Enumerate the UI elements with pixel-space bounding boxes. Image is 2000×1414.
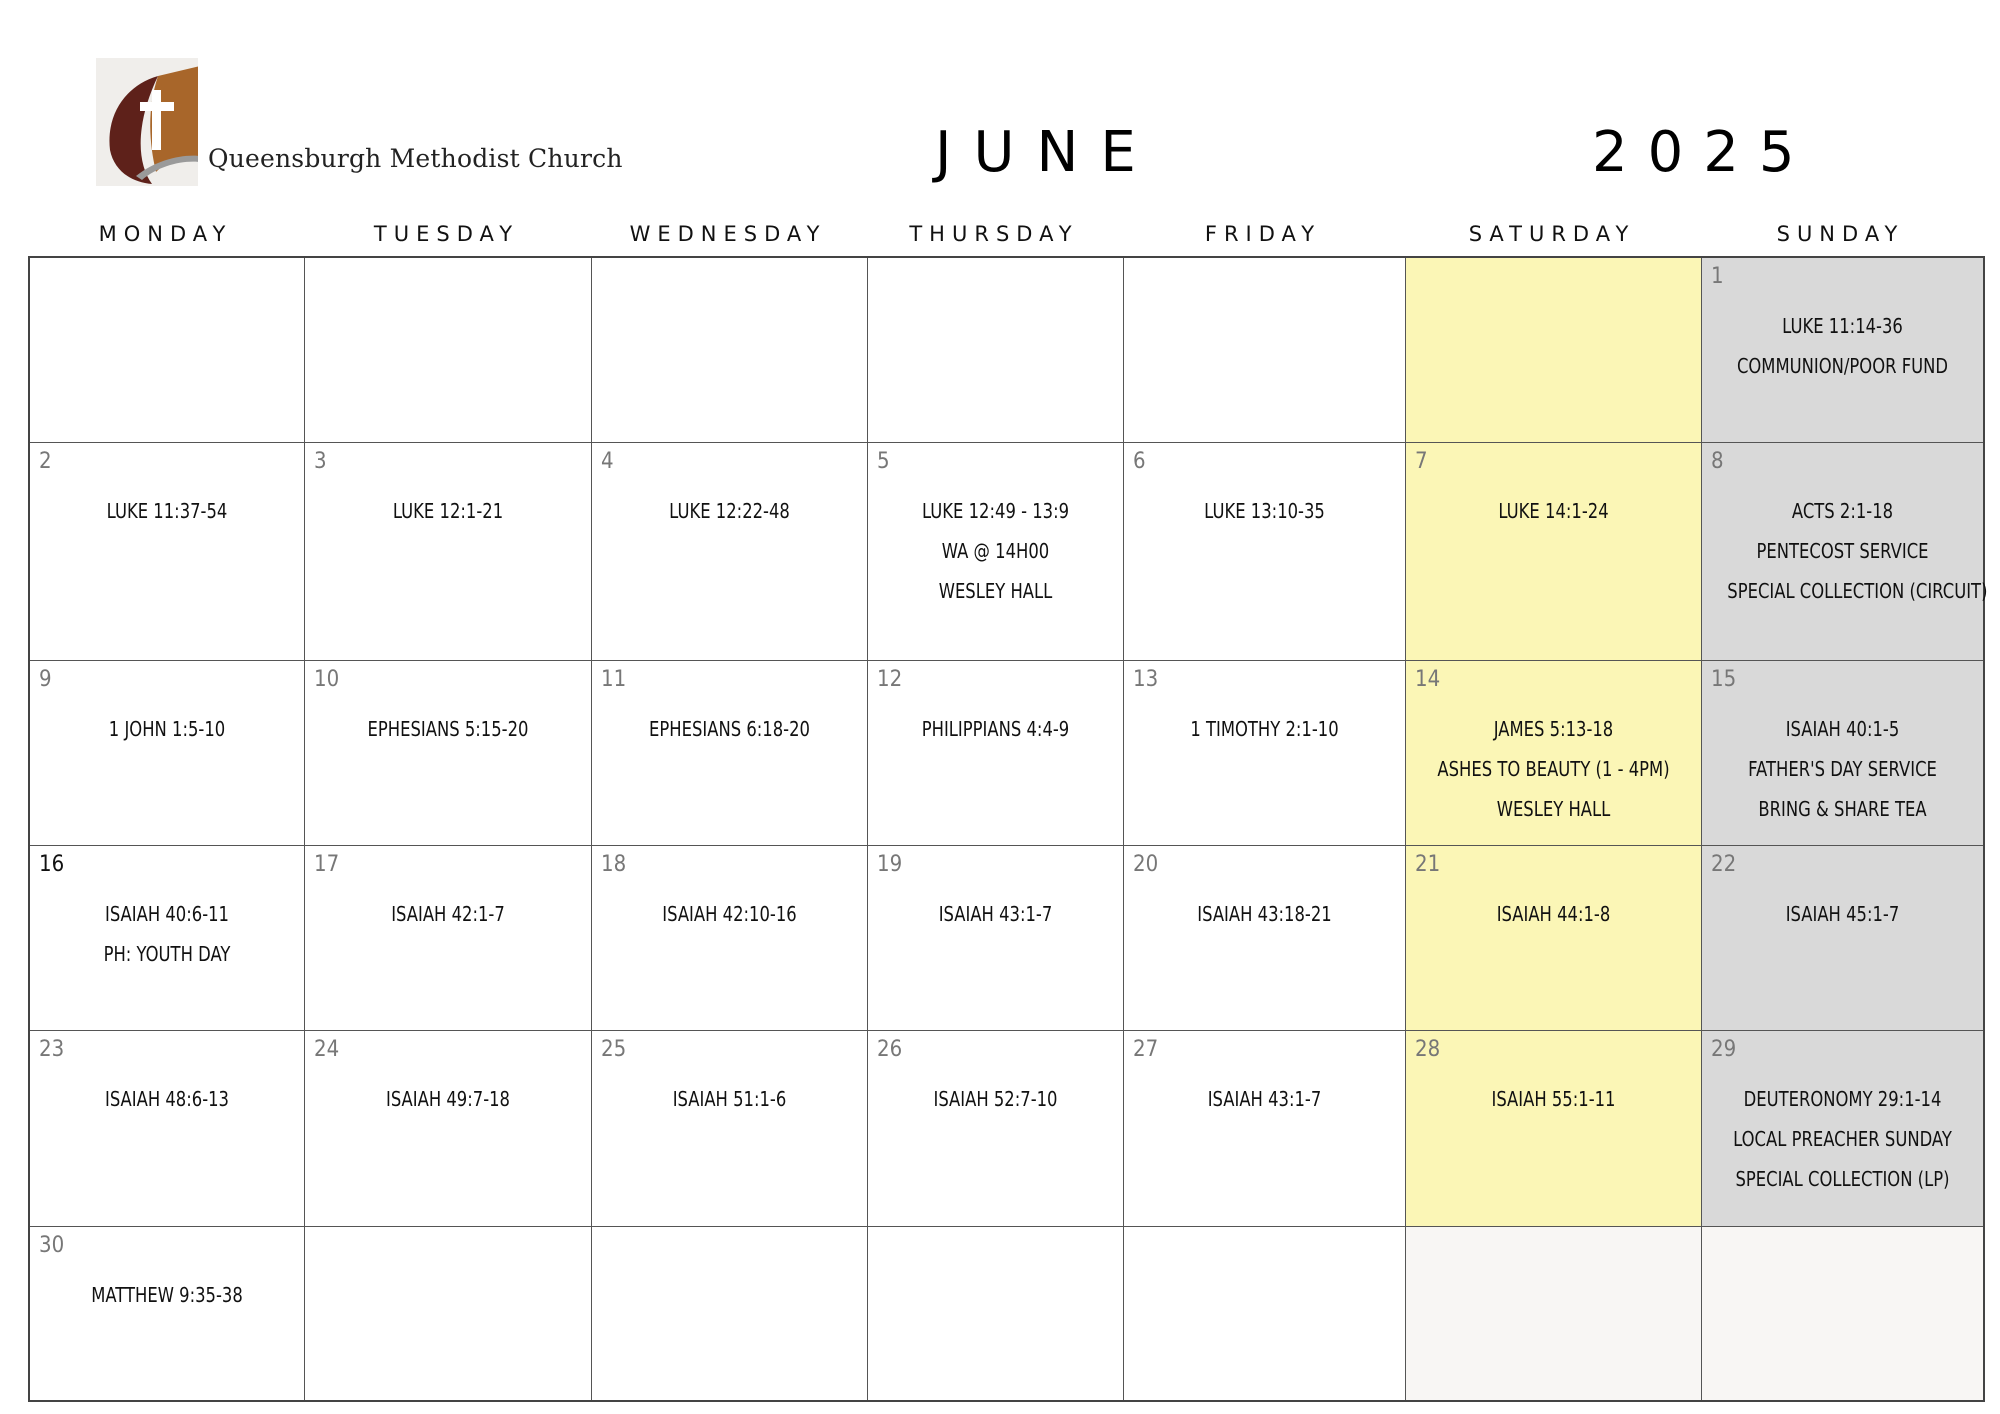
day-cell[interactable] [868,443,1124,661]
day-cell[interactable] [1406,443,1702,661]
event-text: LUKE 12:1-21 [392,499,504,523]
year-title: 2025 [1592,120,1815,185]
event-text: ISAIAH 55:1-11 [1491,1087,1616,1111]
day-events [305,1079,591,1119]
day-events [1124,491,1405,531]
day-number: 19 [877,852,903,877]
event-text: PHILIPPIANS 4:4-9 [921,717,1070,741]
event-text: LOCAL PREACHER SUNDAY [1733,1127,1952,1151]
weekday-monday: MONDAY [98,222,233,246]
calendar-grid [28,256,1988,1402]
event-text: LUKE 11:37-54 [106,499,228,523]
day-cell[interactable] [1124,661,1406,846]
cross-logo-icon [96,58,198,186]
day-events [868,491,1123,611]
weekday-friday: FRIDAY [1204,222,1322,246]
day-events [592,491,867,531]
day-cell[interactable] [305,443,592,661]
day-events [30,709,304,749]
day-events [30,1275,304,1315]
day-cell[interactable] [305,846,592,1031]
week-row [30,846,1983,1031]
day-events [305,894,591,934]
day-number: 8 [1711,449,1724,474]
day-number: 6 [1133,449,1146,474]
week-row [30,661,1983,846]
event-text: JAMES 5:13-18 [1493,717,1614,741]
empty-day-cell [305,1227,592,1400]
day-events [305,709,591,749]
event-text: COMMUNION/POOR FUND [1736,354,1949,378]
day-number: 11 [601,667,627,692]
event-text: ISAIAH 42:10-16 [662,902,797,926]
day-events [592,1079,867,1119]
day-number: 26 [877,1037,903,1062]
empty-day-cell [30,258,305,443]
day-events [1406,709,1701,829]
day-events [1702,1079,1983,1199]
day-cell[interactable] [30,661,305,846]
day-events [868,894,1123,934]
day-events [305,491,591,531]
day-number: 12 [877,667,903,692]
day-events [30,1079,304,1119]
event-text: ISAIAH 43:1-7 [1207,1087,1322,1111]
day-cell[interactable] [30,443,305,661]
event-text: SPECIAL COLLECTION (CIRCUIT) [1727,579,1988,603]
event-text: FATHER'S DAY SERVICE [1748,757,1937,781]
day-cell[interactable] [1702,443,1988,661]
day-cell[interactable] [868,1031,1124,1227]
event-text: ISAIAH 42:1-7 [391,902,505,926]
day-events [1124,1079,1405,1119]
day-number: 2 [39,449,52,474]
day-cell[interactable] [305,1031,592,1227]
day-cell[interactable] [1124,846,1406,1031]
event-text: LUKE 11:14-36 [1782,314,1903,338]
day-number: 21 [1415,852,1441,877]
event-text: LUKE 12:22-48 [669,499,790,523]
empty-day-cell [1124,258,1406,443]
weekday-saturday: SATURDAY [1468,222,1636,246]
day-events [592,709,867,749]
day-cell[interactable] [868,661,1124,846]
day-cell[interactable] [1406,661,1702,846]
day-number: 5 [877,449,890,474]
event-text: 1 JOHN 1:5-10 [108,717,226,741]
weekday-wednesday: WEDNESDAY [629,222,827,246]
event-text: ISAIAH 44:1-8 [1496,902,1611,926]
day-events [868,709,1123,749]
day-cell[interactable] [592,443,868,661]
event-text: LUKE 13:10-35 [1204,499,1325,523]
event-text: ISAIAH 49:7-18 [386,1087,510,1111]
day-events [592,894,867,934]
day-number: 1 [1711,264,1724,289]
church-name: Queensburgh Methodist Church [208,144,623,173]
event-text: LUKE 12:49 - 13:9 [921,499,1070,523]
empty-day-cell [1702,1227,1983,1400]
day-cell[interactable] [1124,443,1406,661]
event-text: ISAIAH 43:1-7 [938,902,1053,926]
event-text: ISAIAH 45:1-7 [1785,902,1900,926]
day-events [30,491,304,531]
month-title: JUNE [935,120,1158,185]
event-text: PH: YOUTH DAY [103,942,231,966]
day-events [1702,894,1983,934]
event-text: SPECIAL COLLECTION (LP) [1735,1167,1950,1191]
day-number: 27 [1133,1037,1159,1062]
event-text: ISAIAH 48:6-13 [105,1087,229,1111]
day-number: 16 [39,852,65,877]
event-text: BRING & SHARE TEA [1758,797,1927,821]
day-events [1406,491,1701,531]
day-cell[interactable] [1124,1031,1406,1227]
event-text: ASHES TO BEAUTY (1 - 4PM) [1437,757,1670,781]
day-events [1406,894,1701,934]
event-text: DEUTERONOMY 29:1-14 [1743,1087,1942,1111]
church-logo [96,58,623,186]
day-cell[interactable] [30,1031,305,1227]
day-number: 14 [1415,667,1441,692]
event-text: ISAIAH 43:18-21 [1197,902,1332,926]
day-events [1124,894,1405,934]
day-cell[interactable] [30,846,305,1031]
week-row [30,258,1983,443]
event-text: MATTHEW 9:35-38 [91,1283,243,1307]
weekday-sunday: SUNDAY [1776,222,1905,246]
week-row [30,443,1988,661]
event-text: WESLEY HALL [938,579,1053,603]
day-events [1702,709,1983,829]
event-text: WA @ 14H00 [941,539,1050,563]
event-text: LUKE 14:1-24 [1498,499,1609,523]
day-number: 23 [39,1037,65,1062]
day-cell[interactable] [592,846,868,1031]
day-number: 24 [314,1037,340,1062]
day-cell[interactable] [1406,846,1702,1031]
day-events [1702,491,1988,611]
day-number: 10 [314,667,340,692]
day-cell[interactable] [868,846,1124,1031]
day-number: 29 [1711,1037,1737,1062]
day-cell[interactable] [1406,1031,1702,1227]
day-events [1124,709,1405,749]
day-number: 25 [601,1037,627,1062]
day-cell[interactable] [1702,1031,1983,1227]
event-text: WESLEY HALL [1496,797,1611,821]
day-number: 13 [1133,667,1159,692]
weekday-tuesday: TUESDAY [373,222,520,246]
empty-day-cell [592,1227,868,1400]
day-number: 15 [1711,667,1737,692]
event-text: ISAIAH 51:1-6 [672,1087,787,1111]
day-cell[interactable] [1702,846,1983,1031]
week-row [30,1031,1983,1227]
event-text: 1 TIMOTHY 2:1-10 [1190,717,1339,741]
day-number: 18 [601,852,627,877]
event-text: PENTECOST SERVICE [1756,539,1929,563]
day-number: 17 [314,852,340,877]
day-cell[interactable] [592,661,868,846]
day-number: 28 [1415,1037,1441,1062]
weekday-header-row [28,222,1985,252]
day-number: 3 [314,449,327,474]
event-text: ACTS 2:1-18 [1791,499,1894,523]
week-row [30,1227,1983,1400]
day-events [1702,306,1983,386]
event-text: ISAIAH 52:7-10 [933,1087,1058,1111]
empty-day-cell [868,1227,1124,1400]
day-number: 22 [1711,852,1737,877]
day-events [1406,1079,1701,1119]
day-cell[interactable] [30,1227,305,1400]
empty-day-cell [1406,1227,1702,1400]
empty-day-cell [868,258,1124,443]
event-text: ISAIAH 40:1-5 [1785,717,1900,741]
event-text: ISAIAH 40:6-11 [105,902,229,926]
empty-day-cell [592,258,868,443]
day-events [868,1079,1123,1119]
day-number: 20 [1133,852,1159,877]
day-number: 9 [39,667,52,692]
empty-day-cell [305,258,592,443]
day-cell[interactable] [592,1031,868,1227]
day-number: 30 [39,1233,65,1258]
weekday-thursday: THURSDAY [909,222,1079,246]
empty-day-cell [1124,1227,1406,1400]
day-number: 7 [1415,449,1428,474]
day-cell[interactable] [305,661,592,846]
day-number: 4 [601,449,614,474]
empty-day-cell [1406,258,1702,443]
day-cell[interactable] [1702,258,1983,443]
day-cell[interactable] [1702,661,1983,846]
event-text: EPHESIANS 6:18-20 [649,717,810,741]
event-text: EPHESIANS 5:15-20 [367,717,529,741]
day-events [30,894,304,974]
